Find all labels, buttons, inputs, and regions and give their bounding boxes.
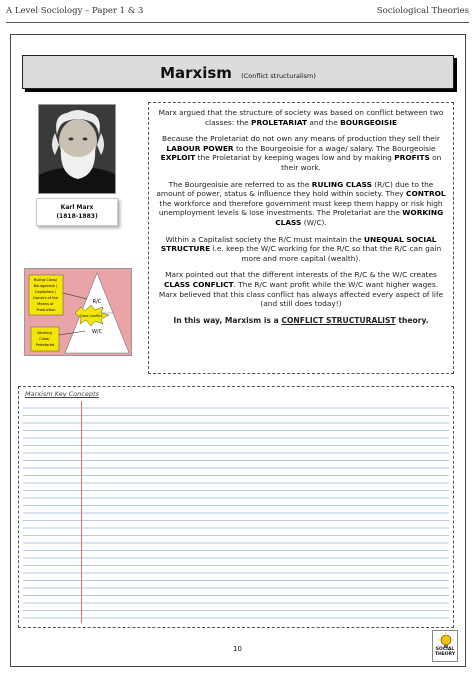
margin-line: [81, 401, 82, 623]
portrait-name: Karl Marx: [60, 204, 94, 211]
page-header: [6, 4, 469, 20]
rc-label: R/C: [92, 299, 102, 305]
title-main: Marxism: [160, 64, 232, 82]
portrait-image: [39, 105, 116, 194]
paragraph-classes: Marx argued that the structure of society was based on conflict between two classes: the PROLETARIAT and the BOURGEOISIE: [158, 108, 444, 127]
logo-text: SOCIAL THEORY: [434, 647, 456, 657]
paragraph-class-conflict: Marx pointed out that the different interests of the R/C & the W/C creates CLASS CONFLICT. The R/C want profit while the W/C want higher wages. Marx believed that this class conflict has always affected every aspect of life (and still does today!): [158, 270, 444, 309]
paragraph-ruling-class: The Bourgeoisie are referred to as the RULING CLASS (R/C) due to the amount of power, status & influence they hold within society. They CONTROL the workforce and therefore government must keep them happy or risk high unemployment levels & lose investments. The Proletariat are the WORKING CLASS (W/C).: [156, 179, 446, 227]
class-pyramid-diagram: [25, 269, 133, 357]
page-title: [23, 64, 453, 82]
class-conflict-label: Class Conflict: [79, 314, 103, 318]
key-concepts-area[interactable]: [18, 386, 454, 628]
working-class-label: Working Class/ Proletariat: [35, 331, 55, 347]
header-rule: [6, 22, 469, 23]
title-sub: (Conflict structuralism): [241, 72, 316, 80]
title-banner: [22, 55, 454, 89]
header-topic: Sociological Theories: [376, 6, 469, 16]
ruled-writing-lines: [23, 401, 449, 623]
header-course: A Level Sociology – Paper 1 & 3: [6, 6, 144, 16]
wc-label: W/C: [91, 329, 103, 335]
page-number: 10: [233, 645, 242, 653]
paragraph-unequal-structure: Within a Capitalist society the R/C must maintain the UNEQUAL SOCIAL STRUCTURE i.e. keep the W/C working for the R/C so that the R/C can gain more and more capital (wealth).: [160, 234, 442, 263]
social-theory-logo: [432, 630, 458, 662]
class-structure-diagram: [24, 268, 132, 356]
paragraph-exploitation: Because the Proletariat do not own any means of production they sell their LABOUR POWER to the Bourgeoisie for a wage/ salary. The Bourgeoisie EXPLOIT the Proletariat by keeping wages low and by making PROFITS on their work.: [160, 134, 442, 172]
paragraph-conclusion: In this way, Marxism is a CONFLICT STRUCTURALIST theory.: [173, 315, 429, 325]
portrait-dates: (1818-1883): [56, 213, 98, 220]
key-concepts-label: Marxism Key Concepts: [25, 390, 99, 398]
portrait-caption: [36, 198, 118, 226]
ruling-class-label: Ruling Class/ Bourgeoisie / Capitalists / Owners of the Means of Production: [32, 278, 59, 312]
karl-marx-portrait: [38, 104, 116, 194]
marxism-explanation: [148, 102, 454, 374]
